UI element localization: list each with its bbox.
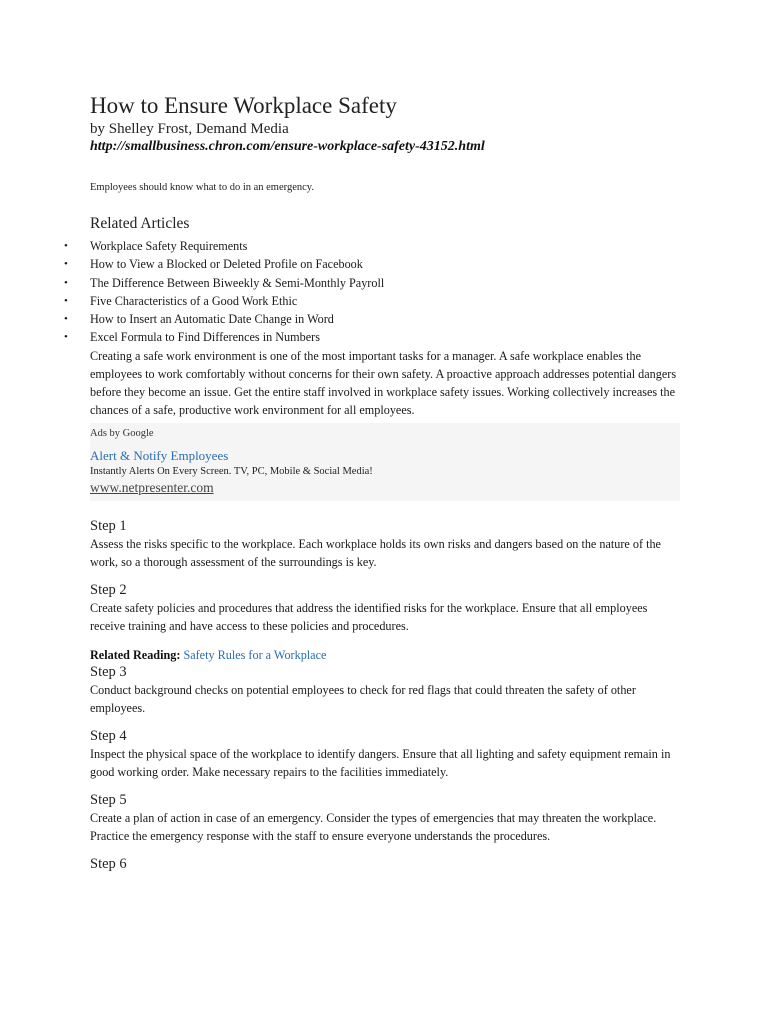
source-url: http://smallbusiness.chron.com/ensure-workplace-safety-43152.html <box>90 139 485 154</box>
related-reading <box>90 647 682 663</box>
related-article-item[interactable] <box>64 274 682 292</box>
article <box>64 92 682 873</box>
bullet: • <box>64 240 68 252</box>
page-title: How to Ensure Workplace Safety <box>90 93 397 118</box>
related-article-label: Five Characteristics of a Good Work Ethic <box>90 293 298 308</box>
related-article-label: How to Insert an Automatic Date Change in Word <box>90 312 334 327</box>
step-4 <box>90 727 682 781</box>
bullet: • <box>64 258 68 271</box>
step-text: Create a plan of action in case of an emergency. Consider the types of emergencies that may threaten the workplace. Practice the emergency response with the staff to ensure everyone understands the procedures. <box>90 810 657 843</box>
related-articles-list <box>64 237 682 347</box>
related-reading-link[interactable]: Safety Rules for a Workplace <box>183 647 327 662</box>
step-6 <box>90 855 682 873</box>
byline: by Shelley Frost, Demand Media <box>90 121 289 137</box>
step-heading: Step 2 <box>90 581 127 598</box>
related-article-label: Excel Formula to Find Differences in Numbers <box>90 330 320 345</box>
step-1 <box>90 517 682 571</box>
related-article-item[interactable] <box>64 292 682 310</box>
step-text: Create safety policies and procedures that address the identified risks for the workplace. Ensure that all employees receive training and have access to these policies and procedures. <box>90 600 648 633</box>
step-text: Inspect the physical space of the workplace to identify dangers. Ensure that all lighting and safety equipment remain in good working order. Make necessary repairs to the facilities immediately. <box>90 746 671 779</box>
related-reading-label: Related Reading: <box>90 647 181 662</box>
bullet: • <box>64 313 68 326</box>
related-articles-heading: Related Articles <box>90 215 190 232</box>
related-article-label: The Difference Between Biweekly & Semi-Monthly Payroll <box>90 275 385 290</box>
related-article-label: How to View a Blocked or Deleted Profile on Facebook <box>90 257 363 272</box>
image-caption: Employees should know what to do in an emergency. <box>90 182 314 193</box>
ads-box <box>90 423 680 501</box>
related-article-item[interactable] <box>64 328 682 346</box>
step-2 <box>90 581 682 635</box>
related-article-label: Workplace Safety Requirements <box>90 239 248 253</box>
intro-paragraph: Creating a safe work environment is one of the most important tasks for a manager. A safe workplace enables the employees to work comfortably without concerns for their own safety. A proactive approach addresses potential dangers before they become an issue. Get the entire staff involved in workplace safety issues. Working collectively increases the chances of a safe, productive work environment for all employees. <box>90 348 677 417</box>
bullet: • <box>64 331 68 344</box>
related-article-item[interactable] <box>64 237 682 255</box>
bullet: • <box>64 294 68 307</box>
bullet: • <box>64 276 68 289</box>
step-heading: Step 6 <box>90 855 127 872</box>
step-heading: Step 4 <box>90 727 127 744</box>
step-text: Assess the risks specific to the workplace. Each workplace holds its own risks and dangers based on the nature of the work, so a thorough assessment of the surroundings is key. <box>90 536 661 569</box>
ads-label[interactable]: Ads by Google <box>90 427 154 439</box>
ad-title-link[interactable]: Alert & Notify Employees <box>90 447 229 463</box>
step-heading: Step 1 <box>90 517 127 534</box>
step-heading: Step 5 <box>90 791 127 808</box>
ad-text: Instantly Alerts On Every Screen. TV, PC, Mobile & Social Media! <box>90 465 373 477</box>
step-5 <box>90 791 682 845</box>
related-article-item[interactable] <box>64 255 682 273</box>
related-article-item[interactable] <box>64 310 682 328</box>
step-text: Conduct background checks on potential employees to check for red flags that could threaten the safety of other employees. <box>90 682 636 715</box>
step-3 <box>90 663 682 717</box>
ad-url-link[interactable]: www.netpresenter.com <box>90 479 214 495</box>
step-heading: Step 3 <box>90 663 127 680</box>
